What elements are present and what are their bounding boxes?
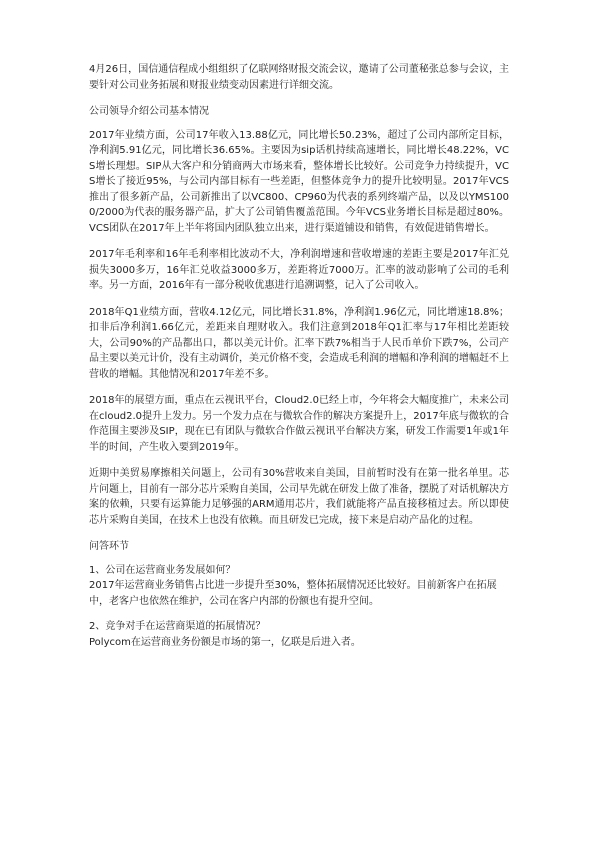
qa-item [89,563,509,610]
paragraph-2018-outlook: 2018年的展望方面，重点在云视讯平台，Cloud2.0已经上市，今年将会大幅度推广，未来公司在cloud2.0提升上发力。另一个发力点在与微软合作的解决方案提升上，2017年底与微软的合作范围主要涉及SIP，现在已有团队与微软合作做云视讯平台解决方案，研发工作需要1年或1年半的时间，产生收入要到2019年。 [89,395,509,453]
document-page [89,62,509,660]
qa-question: 1、公司在运营商业务发展如何？ [89,564,236,576]
intro-paragraph: 4月26日，国信通信程成小组组织了亿联网络财报交流会议，邀请了公司董秘张总参与会议，主要针对公司业务拓展和财报业绩变动因素进行详细交流。 [89,64,509,91]
qa-answer: 2017年运营商业务销售占比进一步提升至30%，整体拓展情况还比较好。目前新客户在拓展中，老客户也依然在维护，公司在客户内部的份额也有提升空间。 [89,580,497,607]
paragraph-2018-q1: 2018年Q1业绩方面，营收4.12亿元，同比增长31.8%，净利润1.96亿元，同比增速18.8%；扣非后净利润1.66亿元，差距来自理财收入。我们注意到2018年Q1汇率与17年相比差距较大，公司90%的产品都出口，都以美元计价。汇率下跌7%相当于人民币单价下跌7%，公司产品主要以美元计价，没有主动调价，美元价格不变，会造成毛利润的增幅和净利润的增幅赶不上营收的增幅。其他情况和2017年差不多。 [89,306,509,380]
paragraph-2017-performance: 2017年业绩方面，公司17年收入13.88亿元，同比增长50.23%，超过了公司内部所定目标，净利润5.91亿元，同比增长36.65%。主要因为sip话机持续高速增长，同比增长48.22%，VCS增长理想。SIP从大客户和分销商两大市场来看，整体增长比较好。公司竞争力持续提升，VCS增长了接近95%，与公司内部目标有一些差距，但整体竞争力的提升比较明显。2017年VCS推出了很多新产品，公司新推出了以VC800、CP960为代表的系列终端产品，以及以YMS1000/2000为代表的服务器产品，扩大了公司销售覆盖范围。今年VCS业务增长目标是超过80%。VCS团队在2017年上半年将国内团队独立出来，进行渠道铺设和销售，有效促进销售增长。 [89,129,509,234]
paragraph-trade-friction: 近期中美贸易摩擦相关问题上，公司有30%营收来自美国，目前暂时没有在第一批名单里。芯片问题上，目前有一部分芯片采购自美国，公司早先就在研发上做了准备，摆脱了对话机解决方案的依赖，只要有运算能力足够强的ARM通用芯片，我们就能将产品直接移植过去。所以即使芯片采购自美国，在技术上也没有依赖。而且研发已完成，接下来是启动产品化的过程。 [89,468,509,526]
section-heading-qa: 问答环节 [89,541,129,552]
paragraph-gross-margin: 2017年毛利率和16年毛利率相比波动不大，净利润增速和营收增速的差距主要是2017年汇兑损失3000多万，16年汇兑收益3000多万，差距将近7000万。汇率的波动影响了公司的毛利率。另一方面，2016年有一部分税收优惠进行追溯调整，记入了公司收入。 [89,249,509,291]
qa-item [89,619,509,650]
qa-question: 2、竞争对手在运营商渠道的拓展情况？ [89,621,266,632]
qa-answer: Polycom在运营商业务份额是市场的第一，亿联是后进入者。 [89,636,361,648]
section-heading-company-intro: 公司领导介绍公司基本情况 [89,106,209,117]
